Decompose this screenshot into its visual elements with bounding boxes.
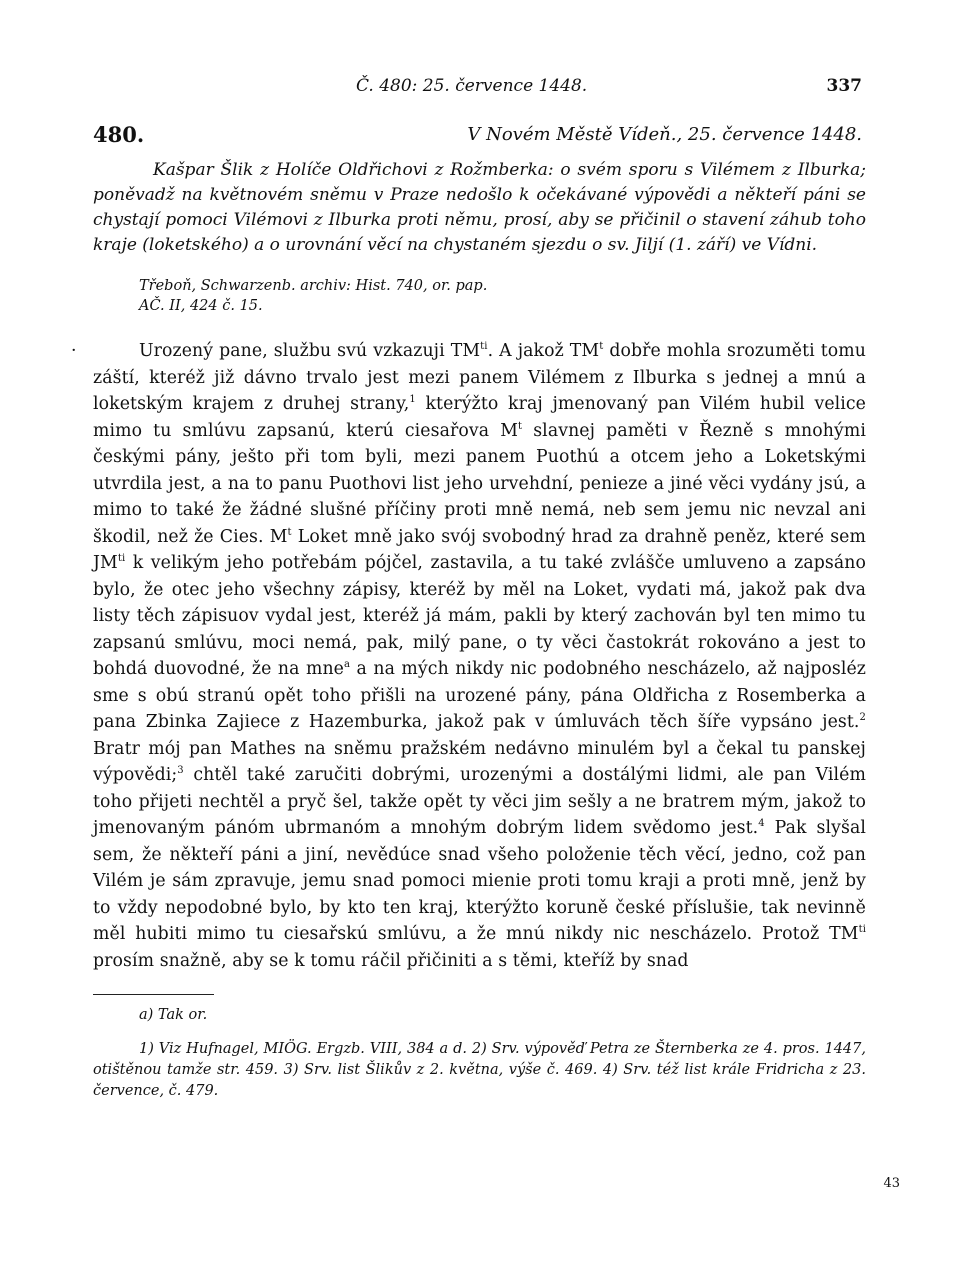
- text-segment: chtěl také zaručiti dobrými, urozenými a dostálými lidmi, ale pan Vilém toho přijeti nechtěl a pryč šel, takže opět ty věci jim sešly a ne bratrem mým, jakož to jmenovaným pánóm ubrmanóm a mnohým dobrým lidem svědomo jest.: [93, 765, 866, 838]
- document-place-date: V Novém Městě Vídeň., 25. července 1448.: [467, 124, 862, 145]
- page-number: 337: [826, 76, 862, 96]
- footnote-ref: 3: [177, 765, 184, 777]
- text-segment: a na mých nikdy nic podobného nescházelo, až najposléz sme s obú stranú opět toho přišli na urozené pány, pána Oldřicha z Rosemberka a pana Zbinka Zajiece z Hazemburka, jakož pak v úmluvách těch šíře vypsáno jest.: [93, 659, 866, 732]
- sources: [93, 276, 866, 316]
- text-segment: prosím snažně, aby se k tomu ráčil přičiniti a s těmi, kteříž by snad: [93, 950, 689, 971]
- superscript-abbrev: ti: [480, 341, 488, 353]
- text-segment: Urozený pane, službu svú vzkazuji TM: [139, 341, 481, 361]
- running-head: [93, 70, 866, 104]
- text-segment: . A jakož TM: [487, 341, 600, 361]
- page: [71, 70, 867, 1102]
- source-edition: AČ. II, 424 č. 15.: [139, 298, 263, 314]
- footnotes: 1) Viz Hufnagel, MIÖG. Ergzb. VIII, 384 a d. 2) Srv. výpověď Petra ze Šternberka ze 4. pros. 1447, otištěnou tamže str. 459. 3) Srv. list Šlikův z 2. května, výše č. 469. 4) Srv. též list krále Fridricha z 23. července, č. 479.: [93, 1041, 866, 1099]
- text-segment: kterýžto kraj jmenovaný pan Vilém hubil velice mimo tu smlúvu zapsanú, kterú ciesařova M: [93, 394, 866, 441]
- source-archive: Třeboň, Schwarzenb. archiv: Hist. 740, or. pap.: [139, 278, 488, 294]
- text-segment: Bratr mój pan Mathes na sněmu pražském nedávno minulém byl a čekal tu panskej výpovědi;: [93, 738, 866, 785]
- superscript-abbrev: t: [599, 341, 604, 353]
- superscript-abbrev: t: [518, 420, 523, 432]
- document-heading: [93, 118, 866, 158]
- text-segment: Loket mně jako svój svobodný hrad za drahně peněz, které sem JM: [93, 526, 866, 573]
- superscript-abbrev: ti: [858, 924, 866, 936]
- footnote-rule: [93, 994, 214, 995]
- letter-text: [71, 338, 867, 974]
- footnote-variant-a: a) Tak or.: [139, 1007, 208, 1023]
- letter-paragraph: [93, 338, 866, 974]
- text-segment: k velikým jeho potřebám pójčel, zastavila, a tu také zvlášče umluveno a zapsáno bylo, že otec jeho všechny zápisy, kteréž by měl na Loket, vydati má, jakož pak dva listy těch zápisuov vydal jest, kteréž já mám, pakli by který zachován byl ten mimo tu zapsanú smlúvu, moci nemá, pak, milý pane, o ty věci častokrát rokováno a jest to bohdá duovodné, že na mne: [93, 553, 866, 679]
- superscript-abbrev: ti: [117, 553, 126, 565]
- variant-ref: a: [344, 659, 351, 671]
- footnote-ref: 2: [859, 712, 866, 724]
- margin-bullet: ·: [71, 341, 77, 361]
- document-number: 480.: [93, 122, 145, 147]
- footnote-ref: 1: [409, 394, 416, 406]
- text-segment: dobře mohla srozuměti tomu záští, kteréž již dávno trvalo jest mezi panem Vilémem z Ilburka s jednej a mnú a loketským krajem z druhej strany,: [93, 341, 867, 414]
- regest: Kašpar Šlik z Holíče Oldřichovi z Rožmberka: o svém sporu s Vilémem z Ilburka; poněvadž na květnovém sněmu v Praze nedošlo k očekávané výpovědi a někteří páni se chystají pomoci Vilémovi z Ilburka proti němu, prosí, aby se přičinil o stavení záhub toho kraje (loketského) a o urovnání věcí na chystaném sjezdu o sv. Jiljí (1. září) ve Vídni.: [93, 160, 866, 255]
- sheet-signature: 43: [883, 1176, 900, 1191]
- text-segment: Pak slyšal sem, že někteří páni a jiní, nevědúce snad všeho položenie těch věcí, jedno, což pan Vilém je sám zpravuje, jemu snad pomoci mienie proti tomu kraji a proti mně, jenž by to vždy nepodobné bylo, by kto ten kraj, kterýžto koruně české příslušie, tak nevinně měl hubiti mimo tu ciesařskú smlúvu, a že mnú nikdy nic nescházelo. Protož TM: [93, 818, 866, 944]
- footnote-ref: 4: [758, 818, 765, 830]
- running-title: Č. 480: 25. července 1448.: [356, 76, 588, 96]
- superscript-abbrev: t: [287, 526, 292, 538]
- text-segment: slavnej paměti v Řezně s mnohými českými pány, ješto při tom byli, mezi panem Puothú a otcem jeho a Loketskými utvrdila jest, a na to panu Puothovi list jeho urvehdní, penieze a jiné věci vydány jsú, a mimo to také že žádné slušné příčiny proti mně nemá, neb sem jemu nic nevzal ani škodil, než že Cies. M: [93, 420, 866, 547]
